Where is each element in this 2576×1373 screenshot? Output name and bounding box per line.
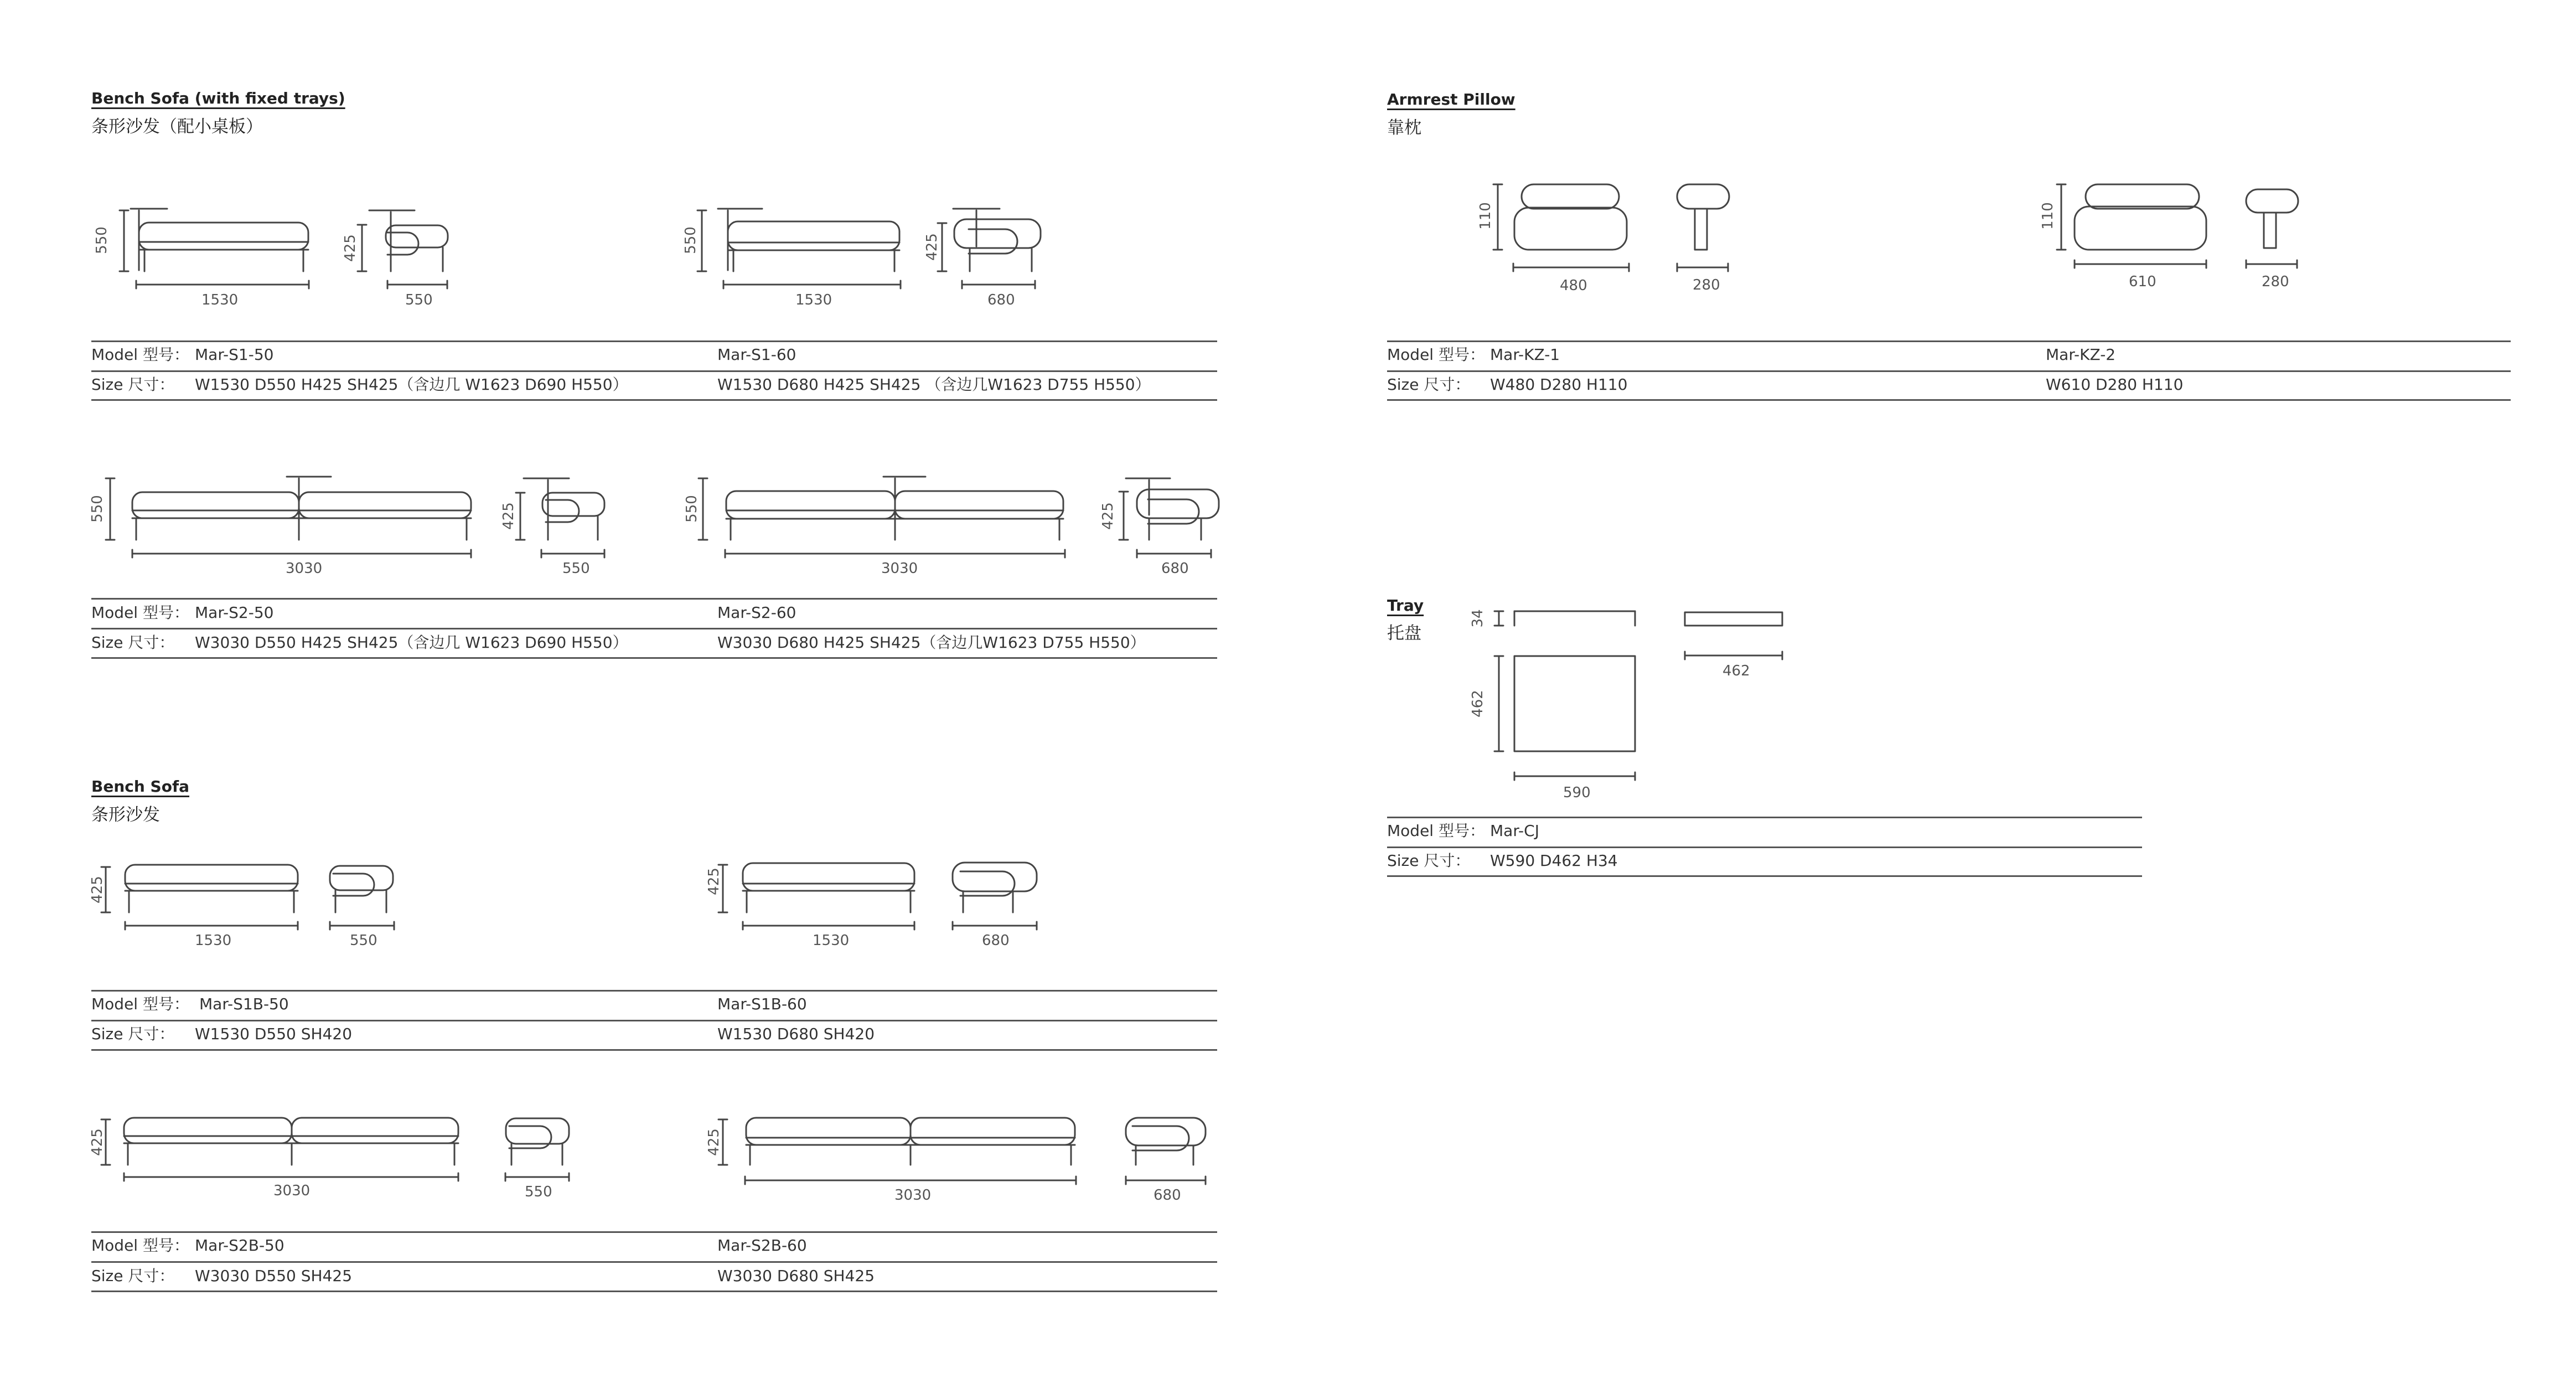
table-rule	[91, 628, 1217, 629]
model-label: Model 型号：	[91, 603, 189, 622]
section-title-armrest-pillow: Armrest Pillow	[1387, 90, 1515, 109]
drawing-s2b-50-side	[505, 1118, 569, 1181]
size-value: W3030 D550 H425 SH425（含边几 W1623 D690 H550）	[195, 633, 628, 652]
drawing-s1b-60-front	[718, 863, 914, 930]
dim-s2b-60-width: 3030	[894, 1187, 932, 1204]
model-value: Mar-S2B-50	[195, 1236, 285, 1255]
section-title-bench-sofa: Bench Sofa	[91, 777, 190, 796]
drawing-tray-side	[1685, 612, 1782, 659]
dim-s1-50-side-height: 425	[342, 234, 359, 262]
table-rule	[1387, 817, 2142, 818]
size-value: W610 D280 H110	[2046, 375, 2184, 394]
table-rule	[91, 1291, 1217, 1292]
table-rule	[91, 1020, 1217, 1021]
table-rule	[91, 1261, 1217, 1263]
dim-s2-50-depth: 550	[562, 560, 590, 577]
size-label: Size 尺寸：	[91, 1267, 175, 1285]
section-title-bench-sofa-trays: Bench Sofa (with fixed trays)	[91, 89, 345, 107]
size-value: W1530 D550 H425 SH425（含边几 W1623 D690 H550）	[195, 375, 628, 394]
dim-s2b-60-height: 425	[706, 1128, 722, 1156]
model-value: Mar-S2-50	[195, 603, 274, 622]
drawing-kz2-side	[2246, 189, 2298, 268]
table-rule	[1387, 875, 2142, 877]
dim-s1-50-height: 550	[94, 226, 110, 254]
drawing-s2-60-side	[1119, 478, 1219, 558]
dim-s1b-60-height: 425	[706, 868, 722, 895]
table-rule	[91, 399, 1217, 401]
model-value: Mar-S2-60	[717, 603, 796, 622]
size-label: Size 尺寸：	[1387, 851, 1471, 870]
model-value: Mar-S1-50	[195, 345, 274, 364]
section-subtitle-armrest-pillow: 靠枕	[1387, 118, 1421, 138]
model-value: Mar-S1-60	[717, 345, 796, 364]
dim-s1b-60-depth: 680	[982, 932, 1010, 949]
dim-tray-height: 34	[1470, 609, 1486, 628]
drawing-s1-60-front	[697, 209, 901, 288]
model-label: Model 型号：	[91, 995, 189, 1013]
size-label: Size 尺寸：	[91, 633, 175, 652]
dim-s1-60-width: 1530	[795, 292, 832, 308]
dim-s2-60-height: 550	[684, 495, 700, 523]
model-value: Mar-S1B-60	[717, 995, 807, 1013]
drawing-s1b-50-front	[101, 865, 298, 930]
table-rule	[91, 370, 1217, 372]
size-value: W1530 D550 SH420	[195, 1025, 353, 1043]
dim-kz1-width: 480	[1560, 277, 1587, 294]
drawing-s1b-60-side	[953, 863, 1037, 930]
model-value: Mar-S2B-60	[717, 1236, 807, 1255]
dim-s1-60-height: 550	[682, 226, 699, 254]
dim-s1b-60-width: 1530	[813, 932, 850, 949]
drawing-tray-top	[1494, 656, 1635, 780]
dim-s2-50-width: 3030	[286, 560, 323, 577]
dim-kz2-width: 610	[2129, 273, 2156, 290]
dim-s2b-50-height: 425	[89, 1128, 106, 1156]
dim-kz1-height: 110	[1477, 202, 1494, 230]
section-title-tray: Tray	[1387, 596, 1424, 615]
drawing-kz1-side	[1677, 184, 1729, 271]
drawing-s2-50-side	[516, 478, 604, 558]
table-rule	[1387, 399, 2511, 401]
size-label: Size 尺寸：	[1387, 375, 1471, 394]
dim-tray-width: 590	[1563, 784, 1591, 801]
dim-s2-50-side-height: 425	[500, 502, 517, 530]
dim-s2-60-depth: 680	[1161, 560, 1189, 577]
dim-s1b-50-width: 1530	[195, 932, 232, 949]
dim-s1-60-side-height: 425	[924, 233, 940, 261]
size-value: W590 D462 H34	[1490, 851, 1618, 870]
size-value: W1530 D680 H425 SH425 （含边几W1623 D755 H550）	[717, 375, 1151, 394]
drawing-s1-60-side	[938, 209, 1041, 288]
model-label: Model 型号：	[91, 345, 189, 364]
model-value: Mar-CJ	[1490, 822, 1539, 840]
size-label: Size 尺寸：	[91, 375, 175, 394]
table-rule	[1387, 370, 2511, 372]
table-rule	[91, 657, 1217, 659]
drawing-s2-60-front	[699, 477, 1065, 558]
dim-tray-depth: 462	[1470, 690, 1486, 718]
dim-s1-60-depth: 680	[987, 292, 1015, 308]
size-value: W3030 D680 H425 SH425（含边几W1623 D755 H550）	[717, 633, 1146, 652]
dim-s1b-50-height: 425	[89, 876, 106, 904]
model-value: Mar-KZ-2	[2046, 345, 2116, 364]
dim-s2-60-side-height: 425	[1100, 502, 1116, 530]
section-subtitle-bench-sofa-trays: 条形沙发（配小桌板）	[91, 117, 263, 137]
dim-kz2-depth: 280	[2262, 273, 2289, 290]
dim-s1-50-width: 1530	[201, 292, 239, 308]
drawing-s2-50-front	[106, 477, 471, 558]
drawing-kz1-front	[1493, 184, 1629, 271]
drawing-s2b-50-front	[101, 1118, 458, 1181]
table-rule	[1387, 340, 2511, 342]
drawing-kz2-front	[2057, 184, 2206, 268]
drawing-s2b-60-side	[1126, 1118, 1206, 1184]
size-value: W480 D280 H110	[1490, 375, 1628, 394]
model-value: Mar-S1B-50	[199, 995, 289, 1013]
dim-s2-50-height: 550	[89, 495, 106, 523]
drawing-s1-50-front	[120, 209, 309, 288]
table-rule	[91, 1231, 1217, 1233]
dim-s1-50-depth: 550	[405, 292, 433, 308]
section-subtitle-tray: 托盘	[1387, 623, 1421, 643]
dim-kz2-height: 110	[2040, 202, 2056, 230]
size-value: W3030 D550 SH425	[195, 1267, 353, 1285]
size-label: Size 尺寸：	[91, 1025, 175, 1043]
model-label: Model 型号：	[1387, 822, 1485, 840]
dim-tray-depth-side: 462	[1722, 663, 1750, 679]
section-subtitle-bench-sofa: 条形沙发	[91, 805, 160, 825]
drawing-tray-front	[1494, 611, 1635, 626]
model-label: Model 型号：	[91, 1236, 189, 1255]
dim-s1b-50-depth: 550	[350, 932, 377, 949]
table-rule	[91, 340, 1217, 342]
model-label: Model 型号：	[1387, 345, 1485, 364]
drawing-s1-50-side	[358, 210, 448, 288]
dim-s2b-50-width: 3030	[273, 1183, 311, 1199]
dim-s2-60-width: 3030	[881, 560, 918, 577]
dim-kz1-depth: 280	[1693, 277, 1720, 293]
drawing-s2b-60-front	[718, 1118, 1076, 1184]
table-rule	[91, 598, 1217, 600]
table-rule	[91, 1049, 1217, 1051]
dim-s2b-60-depth: 680	[1153, 1187, 1181, 1204]
size-value: W3030 D680 SH425	[717, 1267, 875, 1285]
drawing-s1b-50-side	[330, 866, 394, 930]
size-value: W1530 D680 SH420	[717, 1025, 875, 1043]
table-rule	[91, 990, 1217, 992]
dim-s2b-50-depth: 550	[525, 1184, 552, 1200]
table-rule	[1387, 846, 2142, 848]
model-value: Mar-KZ-1	[1490, 345, 1560, 364]
